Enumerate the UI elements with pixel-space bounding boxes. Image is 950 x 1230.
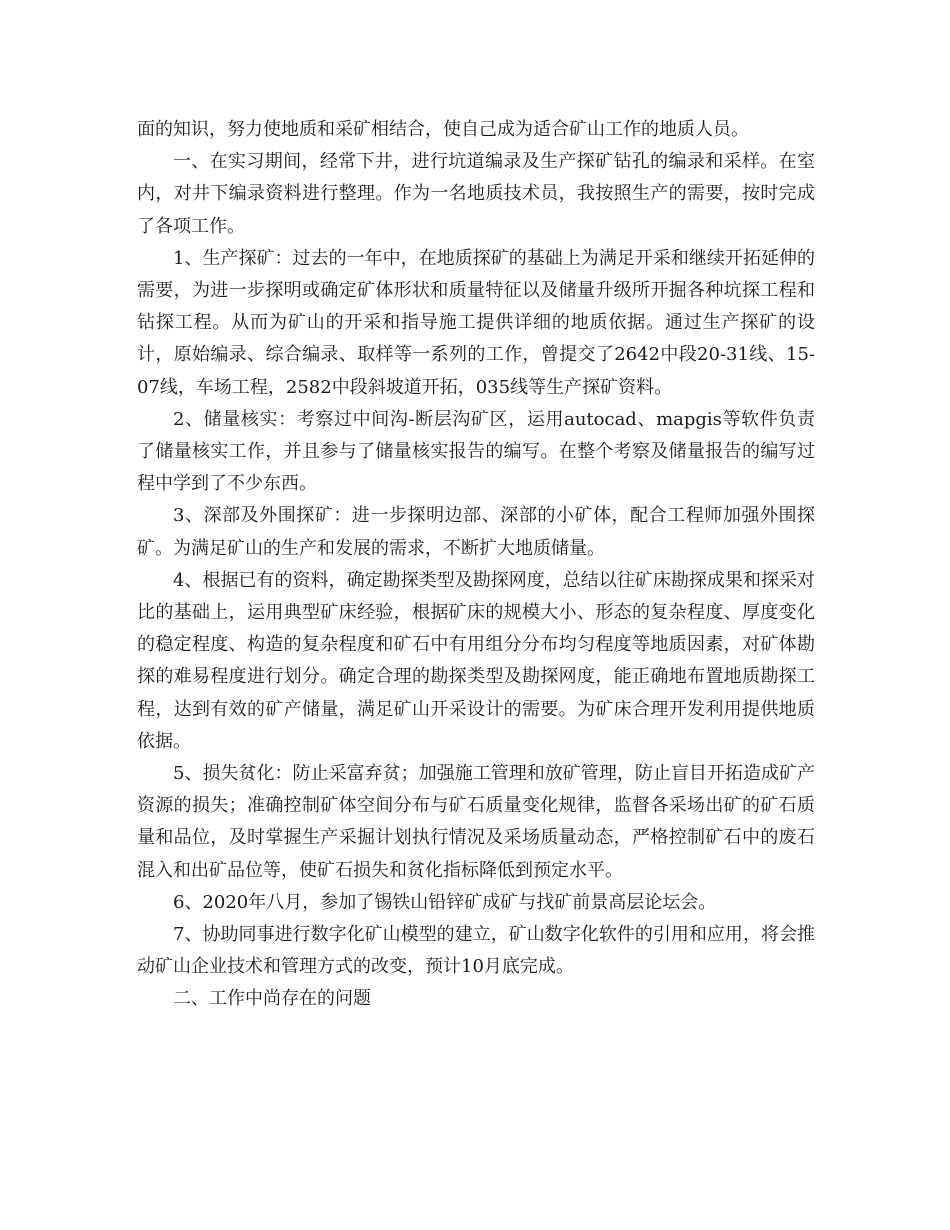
paragraph-continuation: 面的知识，努力使地质和采矿相结合，使自己成为适合矿山工作的地质人员。 bbox=[137, 119, 749, 140]
paragraph-item-2: 2、储量核实：考察过中间沟-断层沟矿区，运用autocad、mapgis等软件负责了储量核实工作，并且参与了储量核实报告的编写。在整个考察及储量报告的编写过程中学到了不少东西。 bbox=[137, 408, 815, 495]
paragraph-item-4: 4、根据已有的资料，确定勘探类型及勘探网度，总结以往矿床勘探成果和探采对比的基础上，运用典型矿床经验，根据矿床的规模大小、形态的复杂程度、厚度变化的稳定程度、构造的复杂程度和矿石中有用组分分布均匀程度等地质因素，对矿体勘探的难易程度进行划分。确定合理的勘探类型及勘探网度，能正确地布置地质勘探工程，达到有效的矿产储量，满足矿山开采设计的需要。为矿床合理开发利用提供地质依据。 bbox=[137, 569, 815, 752]
paragraph-item-1: 1、生产探矿：过去的一年中，在地质探矿的基础上为满足开采和继续开拓延伸的需要，为进一步探明或确定矿体形状和质量特征以及储量升级所开掘各种坑探工程和钻探工程。从而为矿山的开采和指导施工提供详细的地质依据。通过生产探矿的设计，原始编录、综合编录、取样等一系列的工作，曾提交了2642中段20-31线、15-07线，车场工程，2582中段斜坡道开拓，035线等生产探矿资料。 bbox=[137, 247, 815, 398]
paragraph-item-6: 6、2020年八月，参加了锡铁山铅锌矿成矿与找矿前景高层论坛会。 bbox=[173, 891, 717, 913]
document-body bbox=[137, 114, 815, 1016]
paragraph-item-3: 3、深部及外围探矿：进一步探明边部、深部的小矿体，配合工程师加强外围探矿。为满足矿山的生产和发展的需求，不断扩大地质储量。 bbox=[137, 505, 815, 559]
paragraph-section-one: 一、在实习期间，经常下井，进行坑道编录及生产探矿钻孔的编录和采样。在室内，对井下编录资料进行整理。作为一名地质技术员，我按照生产的需要，按时完成了各项工作。 bbox=[137, 151, 815, 237]
section-heading-two: 二、工作中尚存在的问题 bbox=[173, 988, 371, 1010]
paragraph-item-5: 5、损失贫化：防止采富弃贫；加强施工管理和放矿管理，防止盲目开拓造成矿产资源的损失；准确控制矿体空间分布与矿石质量变化规律，监督各采场出矿的矿石质量和品位，及时掌握生产采掘计划执行情况及采场质量动态，严格控制矿石中的废石混入和出矿品位等，使矿石损失和贫化指标降低到预定水平。 bbox=[137, 763, 815, 881]
paragraph-item-7: 7、协助同事进行数字化矿山模型的建立，矿山数字化软件的引用和应用，将会推动矿山企业技术和管理方式的改变，预计10月底完成。 bbox=[137, 924, 815, 978]
